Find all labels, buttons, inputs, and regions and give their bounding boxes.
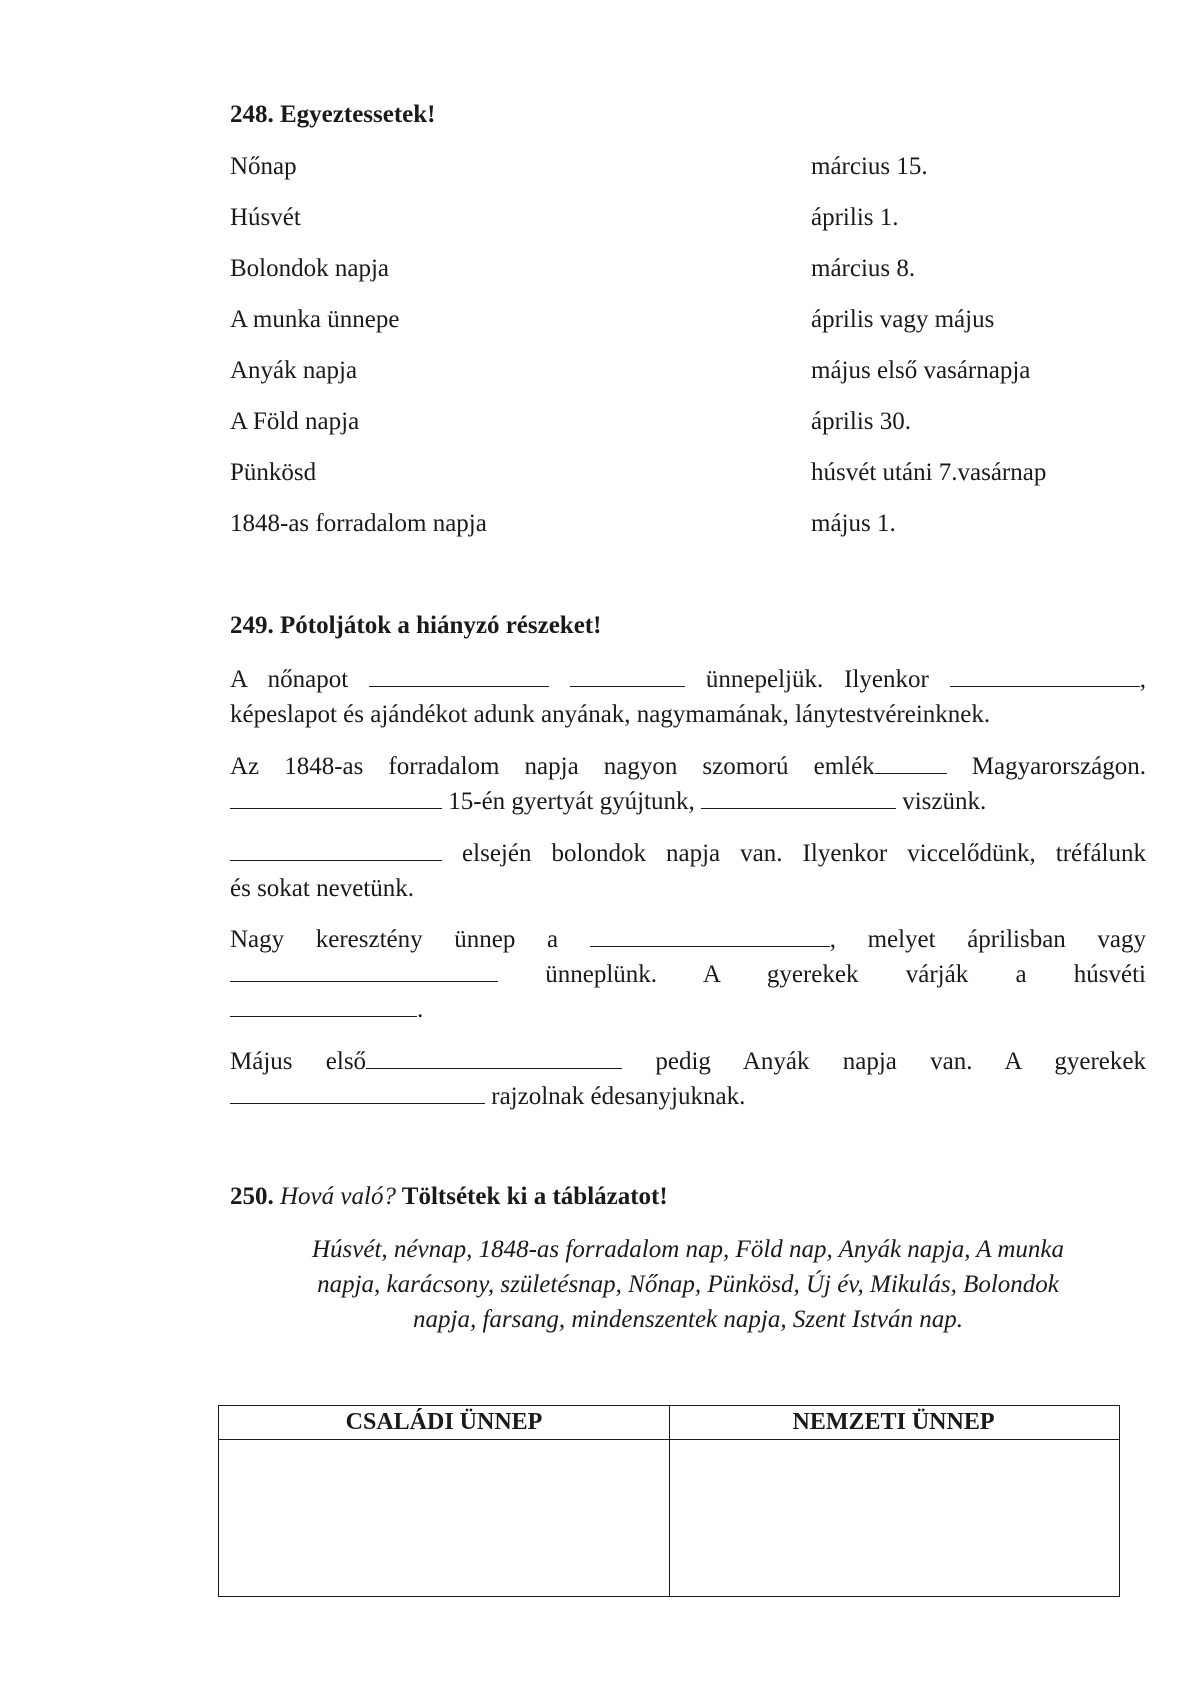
- blank-field[interactable]: [230, 994, 417, 1017]
- paragraph-line: [230, 957, 1146, 992]
- match-row: [230, 456, 1146, 490]
- paragraph-text: , melyet áprilisban vagy: [829, 926, 1146, 953]
- word-bank-line: napja, karácsony, születésnap, Nőnap, Pünkösd, Új év, Mikulás, Bolondok: [317, 1271, 1059, 1298]
- match-left-item: A Föld napja: [230, 408, 360, 435]
- paragraph-line: [230, 662, 1146, 697]
- match-row: [230, 507, 1146, 541]
- match-right-item: március 8.: [811, 255, 916, 282]
- blank-field[interactable]: [369, 664, 549, 687]
- exercise-249-number: 249.: [230, 612, 274, 639]
- match-left-item: 1848-as forradalom napja: [230, 510, 487, 537]
- match-left-item: Anyák napja: [230, 357, 358, 384]
- match-right-item: május 1.: [811, 510, 896, 537]
- holiday-table: [218, 1405, 1120, 1597]
- blank-field[interactable]: [875, 751, 947, 774]
- paragraph-line: [230, 992, 1146, 1027]
- paragraph-line: [230, 1079, 1146, 1114]
- paragraph-line: [230, 749, 1146, 784]
- match-row: [230, 303, 1146, 337]
- paragraph-line: [230, 784, 1146, 819]
- match-left-item: Pünkösd: [230, 459, 317, 486]
- blank-field[interactable]: [230, 1081, 485, 1104]
- match-row: [230, 150, 1146, 184]
- exercise-249-title: Pótoljátok a hiányzó részeket!: [280, 612, 602, 639]
- match-row: [230, 252, 1146, 286]
- fill-paragraph-1848: [230, 749, 1146, 819]
- paragraph-text: .: [417, 996, 424, 1023]
- table-header-national: NEMZETI ÜNNEP: [792, 1409, 995, 1435]
- paragraph-line: [230, 922, 1146, 957]
- exercise-250-heading: [230, 1182, 668, 1212]
- fill-paragraph-bolondok: [230, 836, 1146, 906]
- match-left-item: Nőnap: [230, 153, 297, 180]
- blank-field[interactable]: [950, 664, 1140, 687]
- paragraph-text: pedig Anyák napja van. A gyerekek: [655, 1048, 1146, 1075]
- paragraph-text: A nőnapot: [230, 666, 349, 693]
- paragraph-text: Magyarországon.: [971, 753, 1146, 780]
- paragraph-line: [230, 836, 1146, 871]
- exercise-250-title-bold: Töltsétek ki a táblázatot!: [401, 1183, 668, 1210]
- paragraph-line: [230, 697, 1146, 732]
- exercise-250-number: 250.: [230, 1183, 274, 1210]
- exercise-248-title: Egyeztessetek!: [280, 101, 436, 128]
- paragraph-text: és sokat nevetünk.: [230, 875, 414, 902]
- paragraph-text: viszünk.: [902, 788, 987, 815]
- paragraph-text: Az 1848-as forradalom napja nagyon szomorú emlék: [230, 753, 875, 780]
- match-right-item: április 30.: [811, 408, 911, 435]
- paragraph-text: 15-én gyertyát gyújtunk,: [448, 788, 695, 815]
- match-row: [230, 201, 1146, 235]
- exercise-249-heading: [230, 611, 601, 641]
- paragraph-text: elsején bolondok napja van. Ilyenkor viccelődünk, tréfálunk: [462, 840, 1146, 867]
- match-left-item: Bolondok napja: [230, 255, 390, 282]
- fill-paragraph-nonap: [230, 662, 1146, 732]
- table-header-family: CSALÁDI ÜNNEP: [345, 1409, 543, 1435]
- table-cell-family[interactable]: [219, 1440, 669, 1596]
- match-row: [230, 354, 1146, 388]
- blank-field[interactable]: [366, 1046, 622, 1069]
- exercise-248-number: 248.: [230, 101, 274, 128]
- match-left-item: A munka ünnepe: [230, 306, 400, 333]
- match-row: [230, 405, 1146, 439]
- paragraph-text: ünnepeljük. Ilyenkor: [705, 666, 929, 693]
- match-right-item: március 15.: [811, 153, 928, 180]
- match-right-item: május első vasárnapja: [811, 357, 1031, 384]
- exercise-248-heading: [230, 100, 436, 130]
- paragraph-text: ,: [1139, 666, 1146, 693]
- fill-paragraph-husvet: [230, 922, 1146, 1027]
- word-bank-line: napja, farsang, mindenszentek napja, Szent István nap.: [413, 1306, 963, 1333]
- match-right-item: húsvét utáni 7.vasárnap: [811, 459, 1047, 486]
- table-cell-national[interactable]: [670, 1440, 1118, 1596]
- match-right-item: április 1.: [811, 204, 899, 231]
- match-right-item: április vagy május: [811, 306, 995, 333]
- paragraph-text: ünneplünk. A gyerekek várják a húsvéti: [545, 961, 1146, 988]
- match-left-item: Húsvét: [230, 204, 301, 231]
- fill-paragraph-anyak: [230, 1044, 1146, 1114]
- paragraph-text: Nagy keresztény ünnep a: [230, 926, 559, 953]
- word-bank: [230, 1232, 1146, 1337]
- word-bank-line: Húsvét, névnap, 1848-as forradalom nap, Föld nap, Anyák napja, A munka: [311, 1236, 1064, 1263]
- blank-field[interactable]: [590, 924, 830, 947]
- paragraph-text: képeslapot és ajándékot adunk anyának, nagymamának, lánytestvéreinknek.: [230, 701, 991, 728]
- paragraph-line: [230, 1044, 1146, 1079]
- paragraph-text: rajzolnak édesanyjuknak.: [491, 1083, 746, 1110]
- blank-field[interactable]: [230, 786, 442, 809]
- blank-field[interactable]: [701, 786, 896, 809]
- exercise-250-title-italic: Hová való?: [280, 1183, 396, 1210]
- blank-field[interactable]: [230, 838, 442, 861]
- paragraph-text: Május első: [230, 1048, 367, 1075]
- paragraph-line: [230, 871, 1146, 906]
- blank-field[interactable]: [570, 664, 685, 687]
- blank-field[interactable]: [230, 959, 498, 982]
